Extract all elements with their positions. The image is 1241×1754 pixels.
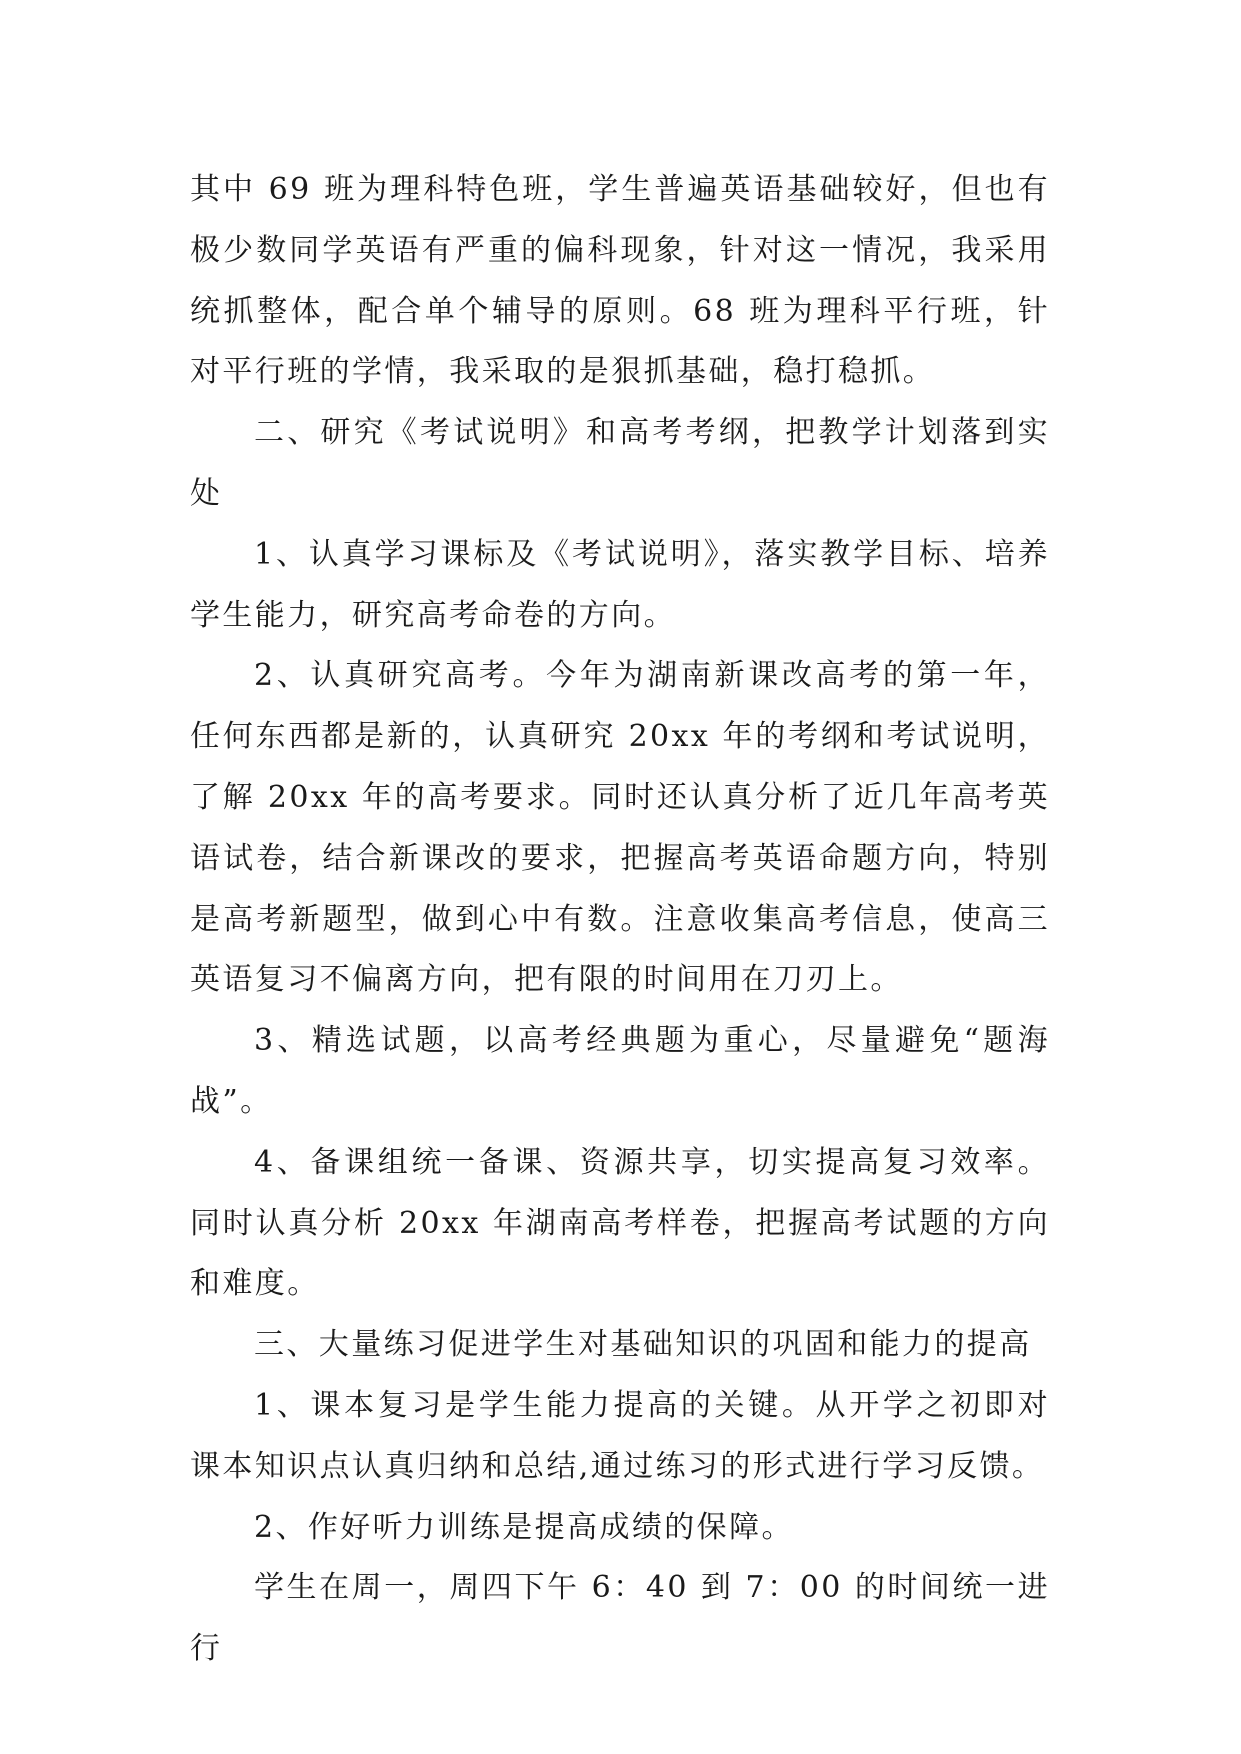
paragraph-listening-schedule: 学生在周一，周四下午 6：40 到 7：00 的时间统一进行 — [190, 1570, 1050, 1667]
document-body — [190, 160, 1050, 1680]
list-item-2-3: 3、精选试题，以高考经典题为重心，尽量避免“题海战”。 — [190, 1023, 1050, 1119]
list-item-2-4: 4、备课组统一备课、资源共享，切实提高复习效率。同时认真分析 20xx 年湖南高考样卷，把握高考试题的方向和难度。 — [190, 1144, 1050, 1302]
paragraph-class-description: 其中 69 班为理科特色班，学生普遍英语基础较好，但也有极少数同学英语有严重的偏科现象，针对这一情况，我采用统抓整体，配合单个辅导的原则。68 班为理科平行班，针对平行班的学情，我采取的是狠抓基础，稳打稳抓。 — [190, 172, 1050, 390]
section-heading-3: 三、大量练习促进学生对基础知识的巩固和能力的提高 — [254, 1327, 1032, 1363]
section-heading-2: 二、研究《考试说明》和高考考纲，把教学计划落到实处 — [190, 415, 1050, 511]
list-item-2-2: 2、认真研究高考。今年为湖南新课改高考的第一年，任何东西都是新的，认真研究 20xx 年的考纲和考试说明，了解 20xx 年的高考要求。同时还认真分析了近几年高考英语试卷，结合新课改的要求，把握高考英语命题方向，特别是高考新题型，做到心中有数。注意收集高考信息，使高三英语复习不偏离方向，把有限的时间用在刀刃上。 — [190, 658, 1050, 998]
list-item-3-1: 1、课本复习是学生能力提高的关键。从开学之初即对课本知识点认真归纳和总结,通过练习的形式进行学习反馈。 — [190, 1387, 1050, 1484]
list-item-2-1: 1、认真学习课标及《考试说明》，落实教学目标、培养学生能力，研究高考命卷的方向。 — [190, 536, 1050, 633]
list-item-3-2: 2、作好听力训练是提高成绩的保障。 — [254, 1509, 794, 1545]
